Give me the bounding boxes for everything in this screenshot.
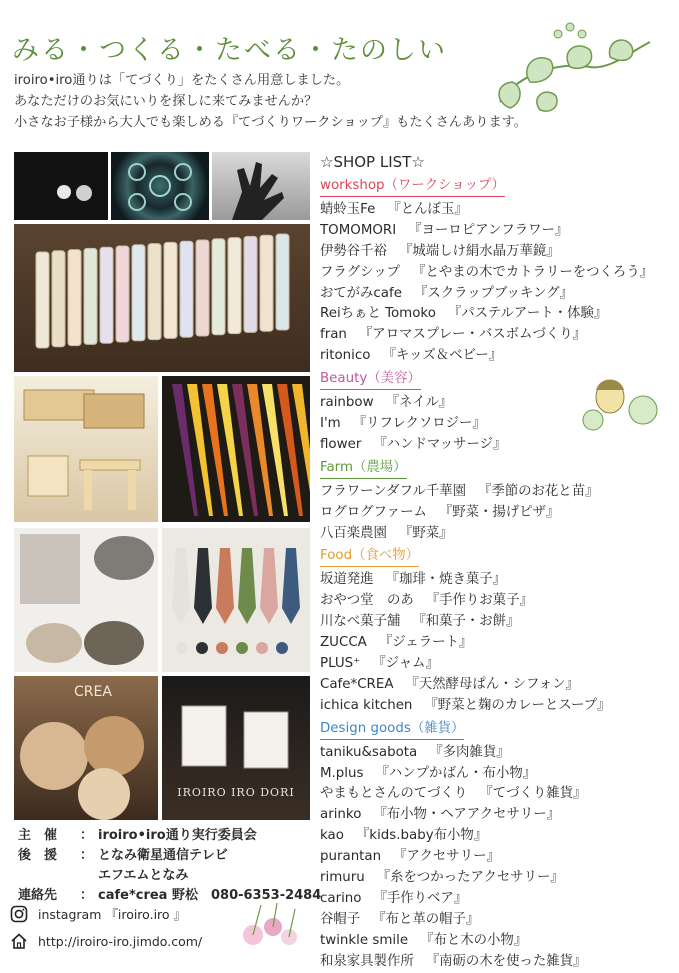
ornament-bead xyxy=(176,642,188,654)
photo-pastel-sticks xyxy=(14,224,310,372)
shop-item xyxy=(320,931,672,952)
shop-item xyxy=(320,325,672,346)
shop-offering: 『ヨーロピアンフラワー』 xyxy=(408,222,569,238)
shop-offering: 『ネイル』 xyxy=(385,395,453,411)
category-label: Design goods（雑貨） xyxy=(320,719,464,740)
support-label: 後 援 xyxy=(18,848,58,863)
shop-offering: 『糸をつかったアクセサリー』 xyxy=(376,870,564,886)
shop-item xyxy=(320,696,672,717)
shop-name: おやつ堂 のあ xyxy=(320,593,414,609)
shop-offering: 『天然酵母ぱん・シフォン』 xyxy=(405,676,579,692)
pastel-stick xyxy=(148,244,161,340)
pastel-stick xyxy=(100,247,113,343)
shop-offering: 『アロマスプレー・バスボムづくり』 xyxy=(358,327,587,343)
photo-bread xyxy=(14,676,158,820)
host-value: iroiro•iro通り実行委員会 xyxy=(98,828,257,843)
intro-line: あなただけのお気にいりを探しに来てみませんか？ xyxy=(14,94,318,109)
acorn-illustration-icon xyxy=(575,362,673,442)
ornament xyxy=(238,548,256,624)
category-label: workshop（ワークショップ） xyxy=(320,176,505,197)
shop-categories xyxy=(320,174,672,973)
shop-name: rimuru xyxy=(320,870,365,886)
shop-item xyxy=(320,200,672,221)
shop-name: やまもとさんのてづくり xyxy=(320,786,468,802)
shop-item xyxy=(320,524,672,545)
shop-offering: 『スクラップブッキング』 xyxy=(413,285,574,301)
shop-item xyxy=(320,889,672,910)
shop-list xyxy=(320,150,672,973)
shop-offering: 『南砺の木を使った雑貨』 xyxy=(425,953,587,969)
contact-label: 連絡先 xyxy=(18,888,58,903)
instagram-icon xyxy=(10,905,28,923)
shop-offering: 『城端しけ絹水晶万華鏡』 xyxy=(398,243,560,259)
shop-offering: 『季節のお花と苗』 xyxy=(477,483,599,499)
support-value-1: となみ衛星通信テレビ xyxy=(98,848,228,863)
shop-name: arinko xyxy=(320,807,362,823)
shop-offering: 『布と木の小物』 xyxy=(420,932,528,948)
shop-offering: 『布と革の帽子』 xyxy=(372,911,480,927)
ornament-bead xyxy=(216,642,228,654)
shop-item xyxy=(320,221,672,242)
shop-name: Cafe*CREA xyxy=(320,676,394,692)
shop-name: twinkle smile xyxy=(320,932,409,948)
pastel-stick xyxy=(164,242,177,338)
shop-name: ログログファーム xyxy=(320,504,427,520)
ornament-bead xyxy=(236,642,248,654)
photo-hand-silhouette xyxy=(212,152,310,220)
bakery-sign: CREA xyxy=(74,684,112,700)
shop-item xyxy=(320,284,672,305)
shop-item xyxy=(320,304,672,325)
shop-offering: 『パステルアート・体験』 xyxy=(447,306,608,322)
ornament-bead xyxy=(196,642,208,654)
shop-offering: 『ジャム』 xyxy=(372,656,439,672)
pastel-stick xyxy=(244,236,257,332)
shop-name: 八百楽農園 xyxy=(320,525,387,541)
shop-name: 谷帽子 xyxy=(320,911,361,927)
pastel-stick xyxy=(228,238,241,334)
shop-item xyxy=(320,591,672,612)
shop-offering: 『kids.baby布小物』 xyxy=(355,828,488,844)
shop-offering: 『手作りベア』 xyxy=(373,890,468,906)
shop-item xyxy=(320,784,672,805)
ornament xyxy=(194,548,212,624)
shop-offering: 『ジェラート』 xyxy=(378,635,473,651)
shop-name: おてがみcafe xyxy=(320,285,402,301)
pastel-stick xyxy=(180,241,193,337)
category-label: Beauty（美容） xyxy=(320,369,421,390)
pastel-stick xyxy=(276,234,289,330)
pastel-stick xyxy=(36,252,49,348)
category-label: Food（食べ物） xyxy=(320,546,419,567)
shop-item xyxy=(320,743,672,764)
shop-sign-text: IROIRO IRO DORI xyxy=(177,786,295,799)
shop-name: fran xyxy=(320,327,347,343)
shop-item xyxy=(320,805,672,826)
shop-offering: 『手作りお菓子』 xyxy=(425,593,533,609)
shop-offering: 『珈琲・焼き菓子』 xyxy=(385,572,507,588)
ornament xyxy=(260,548,278,624)
home-icon xyxy=(10,932,28,950)
ornament xyxy=(282,548,300,624)
organizer-info: 主 催 ： iroiro•iro通り実行委員会 後 援 ： となみ衛星通信テレビ エフエムとなみ 連絡先 ： cafe*crea 野松 080-6353-2484 xyxy=(18,826,321,906)
shop-offering: 『てづくり雑貨』 xyxy=(479,786,587,802)
pastel-stick xyxy=(212,239,225,335)
shop-offering: 『ハンドマッサージ』 xyxy=(373,436,507,452)
pastel-stick xyxy=(132,245,145,341)
shop-name: kao xyxy=(320,828,344,844)
photo-carrots xyxy=(162,376,310,522)
pastel-stick xyxy=(68,250,81,346)
shop-name: TOMOMORI xyxy=(320,222,397,238)
shop-name: taniku&sabota xyxy=(320,744,418,760)
shop-item xyxy=(320,826,672,847)
shop-item xyxy=(320,910,672,931)
shop-item xyxy=(320,654,672,675)
website-text: http://iroiro-iro.jimdo.com/ xyxy=(38,933,203,949)
ornament-bead xyxy=(256,642,268,654)
instagram-link[interactable] xyxy=(10,905,186,923)
ornament xyxy=(216,548,234,624)
shop-name: carino xyxy=(320,890,362,906)
website-link[interactable] xyxy=(10,932,202,950)
shop-item xyxy=(320,847,672,868)
shop-name: Reiちぁと Tomoko xyxy=(320,306,436,322)
contact-value: cafe*crea 野松 080-6353-2484 xyxy=(98,888,322,903)
pastel-stick xyxy=(196,240,209,336)
shop-item xyxy=(320,242,672,263)
shop-name: 伊勢谷千裕 xyxy=(320,243,387,259)
shop-offering: 『野菜・揚げピザ』 xyxy=(438,504,560,520)
photo-hanging-ornaments xyxy=(162,528,310,672)
shop-item xyxy=(320,675,672,696)
shop-offering: 『和菓子・お餅』 xyxy=(412,614,520,630)
shop-offering: 『とんぼ玉』 xyxy=(387,202,468,217)
shop-item xyxy=(320,570,672,591)
photo-wooden-crafts xyxy=(14,376,158,522)
photo-knit-goods xyxy=(14,528,158,672)
shop-name: フラワーンダフル千華園 xyxy=(320,483,466,499)
shop-name: M.plus xyxy=(320,765,364,781)
photo-glass-beads xyxy=(14,152,108,220)
shop-item xyxy=(320,482,672,503)
shop-list-heading: ☆SHOP LIST☆ xyxy=(320,153,425,171)
shop-item xyxy=(320,503,672,524)
shop-item xyxy=(320,952,672,973)
host-label: 主 催 xyxy=(18,828,58,843)
shop-name: rainbow xyxy=(320,395,374,411)
ornament-bead xyxy=(276,642,288,654)
ornament xyxy=(172,548,190,624)
shop-name: ritonico xyxy=(320,348,371,364)
shop-name: 川なべ菓子舗 xyxy=(320,614,401,630)
shop-offering: 『アクセサリー』 xyxy=(393,849,500,865)
shop-name: PLUS⁺ xyxy=(320,656,361,672)
pastel-stick xyxy=(52,251,65,347)
shop-offering: 『ハンプかばん・布小物』 xyxy=(375,765,537,781)
shop-item xyxy=(320,263,672,284)
shop-offering: 『リフレクソロジー』 xyxy=(352,416,486,432)
intro-line: iroiro•iro通りは「てづくり」をたくさん用意しました。 xyxy=(14,73,350,88)
shop-name: I'm xyxy=(320,416,341,432)
shop-name: フラグシップ xyxy=(320,264,401,280)
photo-kaleidoscope xyxy=(111,152,209,220)
shop-item xyxy=(320,868,672,889)
shop-item xyxy=(320,612,672,633)
page-title: みる・つくる・たべる・たのしい xyxy=(12,35,447,66)
shop-name: purantan xyxy=(320,849,382,865)
shop-offering: 『多肉雑貨』 xyxy=(429,744,510,760)
shop-item xyxy=(320,764,672,785)
shop-offering: 『野菜と麹のカレーとスープ』 xyxy=(424,697,611,713)
shop-name: 和泉家具製作所 xyxy=(320,953,414,969)
shop-offering: 『キッズ＆ベビー』 xyxy=(382,348,503,364)
intro-line: 小さなお子様から大人でも楽しめる『てづくりワークショップ』もたくさんあります。 xyxy=(14,115,527,130)
shop-name: 坂道発進 xyxy=(320,572,374,588)
intro-text xyxy=(14,70,527,133)
support-value-2: エフエムとなみ xyxy=(98,868,189,883)
pastel-stick xyxy=(84,248,97,344)
shop-offering: 『とやまの木でカトラリーをつくろう』 xyxy=(412,264,654,280)
shop-offering: 『布小物・ヘアアクセサリー』 xyxy=(373,807,561,823)
pastel-stick xyxy=(116,246,129,342)
pastel-stick xyxy=(260,235,273,331)
shop-item xyxy=(320,633,672,654)
shop-name: ichica kitchen xyxy=(320,697,413,713)
shop-name: ZUCCA xyxy=(320,635,367,651)
instagram-text: instagram 『iroiro.iro 』 xyxy=(38,907,187,922)
shop-name: 蜻蛉玉Fe xyxy=(320,202,376,217)
shop-name: flower xyxy=(320,436,362,452)
category-label: Farm（農場） xyxy=(320,458,407,479)
photo-shop-sign xyxy=(162,676,310,820)
shop-offering: 『野菜』 xyxy=(398,525,453,541)
